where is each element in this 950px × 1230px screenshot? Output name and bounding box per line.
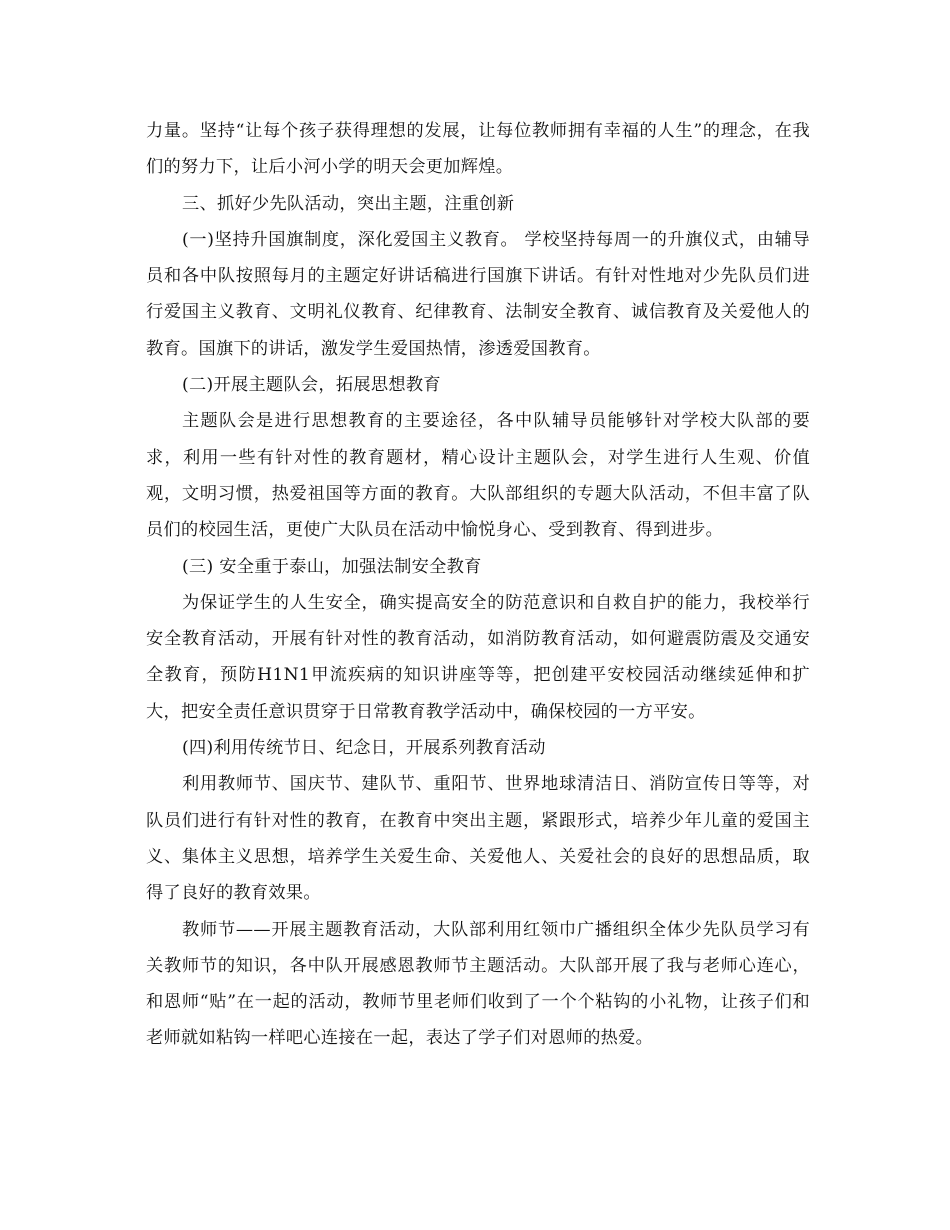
paragraph-flag-ceremony: (一)坚持升国旗制度，深化爱国主义教育。 学校坚持每周一的升旗仪式，由辅导员和各中队按照每月的主题定好讲话稿进行国旗下讲话。有针对性地对少先队员们进行爱国主义教育、文明礼仪教育、纪律教育、法制安全教育、诚信教育及关爱他人的教育。国旗下的讲话，激发学生爱国热情，渗透爱国教育。 bbox=[146, 229, 810, 359]
paragraph-continuation: 力量。坚持“让每个孩子获得理想的发展，让每位教师拥有幸福的人生”的理念，在我们的努力下，让后小河小学的明天会更加辉煌。 bbox=[146, 121, 810, 178]
paragraph-theme-meetings: 主题队会是进行思想教育的主要途径，各中队辅导员能够针对学校大队部的要求，利用一些有针对性的教育题材，精心设计主题队会，对学生进行人生观、价值观，文明习惯，热爱祖国等方面的教育。大队部组织的专题大队活动，不但丰富了队员们的校园生活，更使广大队员在活动中愉悦身心、受到教育、得到进步。 bbox=[146, 411, 810, 541]
subheading-festivals: (四)利用传统节日、纪念日，开展系列教育活动 bbox=[182, 738, 546, 759]
paragraph-safety: 为保证学生的人生安全，确实提高安全的防范意识和自救自护的能力，我校举行安全教育活动，开展有针对性的教育活动，如消防教育活动，如何避震防震及交通安全教育，预防H1N1甲流疾病的知识讲座等等，把创建平安校园活动继续延伸和扩大，把安全责任意识贯穿于日常教育教学活动中，确保校园的一方平安。 bbox=[146, 592, 810, 722]
paragraph-teachers-day: 教师节——开展主题教育活动，大队部利用红领巾广播组织全体少先队员学习有关教师节的知识，各中队开展感恩教师节主题活动。大队部开展了我与老师心连心，和恩师“贴”在一起的活动，教师节里老师们收到了一个个粘钩的小礼物，让孩子们和老师就如粘钩一样吧心连接在一起，表达了学子们对恩师的热爱。 bbox=[146, 919, 810, 1049]
document-page bbox=[146, 113, 810, 1057]
subheading-safety: (三) 安全重于泰山，加强法制安全教育 bbox=[182, 556, 482, 577]
subheading-theme-meetings: (二)开展主题队会，拓展思想教育 bbox=[182, 375, 441, 396]
section-heading-three: 三、抓好少先队活动，突出主题，注重创新 bbox=[182, 193, 515, 214]
paragraph-festivals: 利用教师节、国庆节、建队节、重阳节、世界地球清洁日、消防宣传日等等，对队员们进行有针对性的教育，在教育中突出主题，紧跟形式，培养少年儿童的爱国主义、集体主义思想，培养学生关爱生命、关爱他人、关爱社会的良好的思想品质，取得了良好的教育效果。 bbox=[146, 774, 810, 904]
